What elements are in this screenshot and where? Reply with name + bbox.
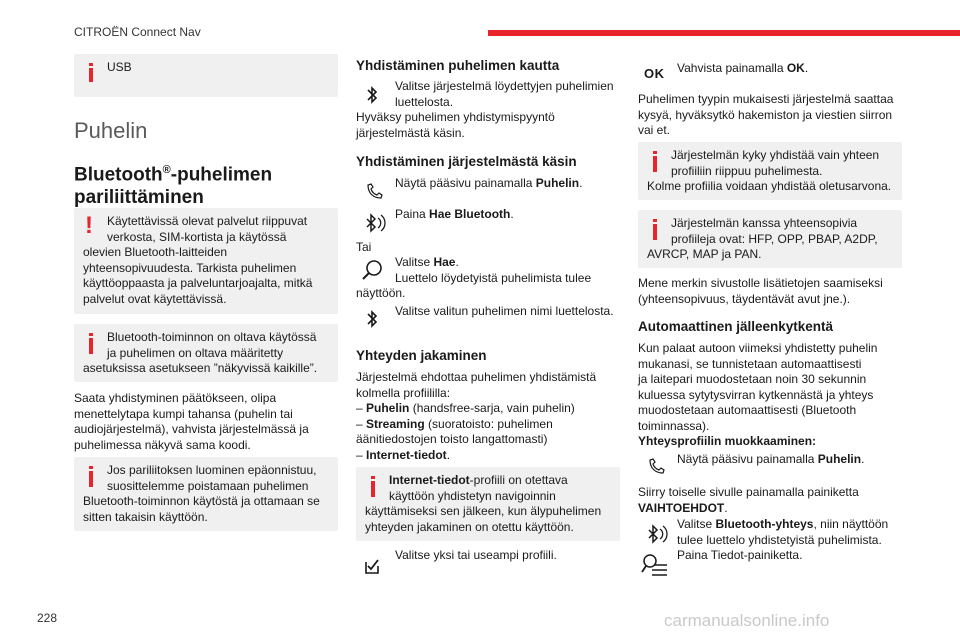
- info-icon: [653, 224, 657, 240]
- checkbox-icon: [362, 556, 382, 576]
- info-box-compatible-profiles: Järjestelmän kanssa yhteensopivia profiileja ovat: HFP, OPP, PBAP, A2DP, AVRCP, MAP ja PAN.: [638, 210, 902, 268]
- or-label: Tai: [356, 240, 372, 254]
- bluetooth-search-icon: [642, 521, 668, 547]
- info-box-internet-data: Internet-tiedot-profiili on otettava käyttöön yhdistetyn navigoinnin käyttämiseksi sen jälkeen, kun älypuhelimen yhteyden jakaminen on otettu käyttöön.: [356, 467, 620, 541]
- page-number: 228: [37, 611, 58, 625]
- bluetooth-icon: [361, 308, 383, 330]
- info-icon: [653, 156, 657, 172]
- info-box-single-profile: Järjestelmän kyky yhdistää vain yhteen profiiliin riippuu puhelimesta. Kolme profiilia voidaan yhdistää oletusarvona.: [638, 142, 902, 200]
- warning-icon: !: [85, 212, 93, 239]
- usb-note: USB: [107, 60, 132, 74]
- details-list-icon: [641, 551, 669, 579]
- info-box-pairing-failure: Jos pariliitoksen luominen epäonnistuu, suosittelemme poistamaan puhelimen Bluetooth-toiminnon käytöstä ja ottamaan se sitten takaisin käyttöön.: [74, 457, 338, 531]
- running-header: CITROËN Connect Nav: [74, 25, 201, 39]
- profile-item: – Internet-tiedot.: [356, 447, 451, 462]
- warning-box: ! Käytettävissä olevat palvelut riippuvat verkosta, SIM-kortista ja käytössä olevien Bluetooth-laitteiden yhteensopivuudesta. Tarkista puhelimen käyttöoppaasta ja palveluntarjoajalta, mitkä palvelut ovat käytettävissä.: [74, 208, 338, 314]
- info-box-bluetooth-visibility: Bluetooth-toiminnon on oltava käytössä ja puhelimen on oltava määritetty asetuksissa asetukseen ”näkyvissä kaikille”.: [74, 324, 338, 382]
- magnifier-icon: [360, 257, 386, 283]
- profile-item: – Puhelin (handsfree-sarja, vain puhelin): [356, 401, 575, 415]
- phone-handset-icon: [646, 455, 668, 477]
- ok-icon: OK: [644, 66, 665, 81]
- section-title: Puhelin: [74, 118, 148, 143]
- info-box-usb: [74, 54, 338, 97]
- profile-item: – Streaming (suoratoisto: puhelimen: [356, 416, 553, 431]
- heading-connect-via-phone: Yhdistäminen puhelimen kautta: [356, 58, 560, 73]
- info-icon: [89, 338, 93, 354]
- bluetooth-icon: [361, 84, 383, 106]
- bluetooth-pairing-heading: Bluetooth®-puhelimen pariliittäminen: [74, 164, 273, 209]
- header-accent-bar: [488, 30, 960, 36]
- heading-connection-sharing: Yhteyden jakaminen: [356, 348, 487, 363]
- phone-handset-icon: [364, 180, 386, 202]
- profile-edit-heading: Yhteysprofiilin muokkaaminen:: [638, 434, 817, 448]
- heading-connect-via-system: Yhdistäminen järjestelmästä käsin: [356, 154, 577, 169]
- heading-auto-reconnect: Automaattinen jälleenkytkentä: [638, 319, 834, 334]
- watermark: carmanualsonline.info: [664, 611, 830, 630]
- info-icon: [89, 471, 93, 487]
- info-icon: [371, 481, 375, 497]
- info-icon: [89, 68, 93, 82]
- bluetooth-search-icon: [360, 210, 386, 236]
